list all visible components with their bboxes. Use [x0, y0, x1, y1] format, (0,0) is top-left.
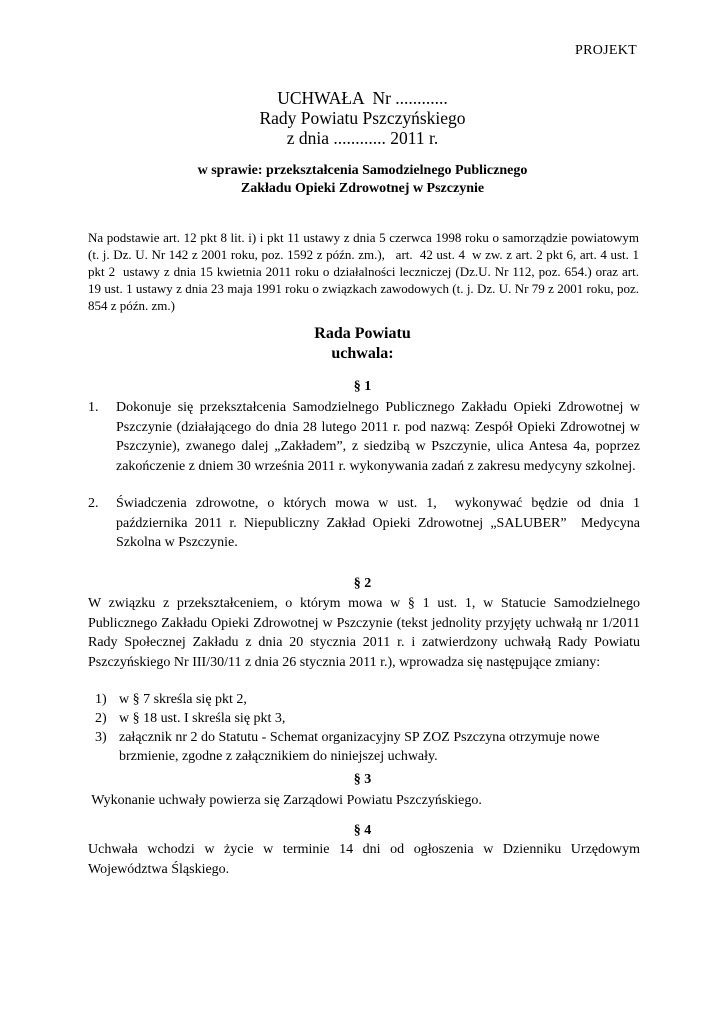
council-line-1: Rada Powiatu: [314, 325, 411, 342]
section-2-text: W związku z przekształceniem, o którym mowa w § 1 ust. 1, w Statucie Samodzielnego Publicznego Zakładu Opieki Zdrowotnej w Pszczynie (tekst jednolity przyjęty uchwałą nr 1/2011 Rady Społecznej Zakładu z dnia 20 stycznia 2011 r. i zatwierdzony uchwałą Rady Powiatu Pszczyńskiego Nr III/30/11 z dnia 26 stycznia 2011 r.), wprowadza się następujące zmiany:: [88, 596, 640, 670]
section-4-text: Uchwała wchodzi w życie w terminie 14 dni od ogłoszenia w Dzienniku Urzędowym Województwa Śląskiego.: [88, 842, 640, 877]
list-item-text: w § 18 ust. I skreśla się pkt 3,: [119, 711, 286, 726]
resolution-title: [0, 88, 725, 148]
council-line-2: uchwala:: [331, 345, 394, 362]
list-item: [95, 728, 640, 766]
list-item: [95, 709, 640, 728]
section-2-heading: § 2: [353, 576, 372, 591]
legal-basis: Na podstawie art. 12 pkt 8 lit. i) i pkt 11 ustawy z dnia 5 czerwca 1998 roku o samorządzie powiatowym (t. j. Dz. U. Nr 142 z 2001 roku, poz. 1592 z późn. zm.), art. 42 ust. 4 w zw. z art. 2 pkt 6, art. 4 ust. 1 pkt 2 ustawy z dnia 15 kwietnia 2011 roku o działalności leczniczej (Dz.U. Nr 112, poz. 654.) oraz art. 19 ust. 1 ustawy z dnia 23 maja 1991 roku o związkach zawodowych (t. j. Dz. U. Nr 79 z 2001 roku, poz. 854 z późn. zm.): [88, 230, 643, 313]
list-item-text: załącznik nr 2 do Statutu - Schemat organizacyjny SP ZOZ Pszczyna otrzymuje nowe brzmienie, zgodne z załącznikiem do niniejszej uchwały.: [119, 730, 600, 764]
section-1-list: [88, 398, 644, 553]
section-3-heading: § 3: [353, 772, 372, 787]
list-item: [88, 398, 640, 476]
status-label: PROJEKT: [575, 43, 637, 58]
section-1-heading: § 1: [353, 379, 372, 394]
subject-line-1: w sprawie: przekształcenia Samodzielnego Publicznego: [197, 163, 528, 178]
list-item-number: 2.: [88, 496, 99, 511]
section-3-text: Wykonanie uchwały powierza się Zarządowi Powiatu Pszczyńskiego.: [88, 793, 482, 808]
title-line-date: z dnia ............ 2011 r.: [286, 128, 439, 148]
resolution-subject: [0, 162, 725, 197]
list-item-number: 1.: [88, 400, 99, 415]
list-item: [95, 690, 640, 709]
section-2-changes: [95, 690, 640, 766]
list-item-number: 3): [95, 730, 107, 745]
title-line-council: Rady Powiatu Pszczyńskiego: [259, 108, 466, 128]
list-item-text: w § 7 skreśla się pkt 2,: [119, 692, 247, 707]
list-item-number: 2): [95, 711, 107, 726]
title-line-number: UCHWAŁA Nr ............: [277, 88, 448, 108]
list-item: [88, 494, 644, 553]
section-4-heading: § 4: [353, 823, 372, 838]
list-item-text: Świadczenia zdrowotne, o których mowa w ust. 1, wykonywać będzie od dnia 1 października 2011 r. Niepubliczny Zakład Opieki Zdrowotnej „SALUBER” Medycyna Szkolna w Pszczynie.: [116, 496, 644, 550]
subject-line-2: Zakładu Opieki Zdrowotnej w Pszczynie: [240, 180, 485, 196]
list-item-number: 1): [95, 692, 107, 707]
list-item-text: Dokonuje się przekształcenia Samodzielnego Publicznego Zakładu Opieki Zdrowotnej w Pszczynie (działającego do dnia 28 lutego 2011 r. pod nazwą: Zespół Opieki Zdrowotnej w Pszczynie), zwanego dalej „Zakładem”, z siedzibą w Pszczynie, ulica Antesa 4a, poprzez zakończenie z dniem 30 września 2011 r. wykonywania zadań z zakresu medycyny szkolnej.: [116, 400, 640, 474]
council-heading: [0, 324, 725, 364]
